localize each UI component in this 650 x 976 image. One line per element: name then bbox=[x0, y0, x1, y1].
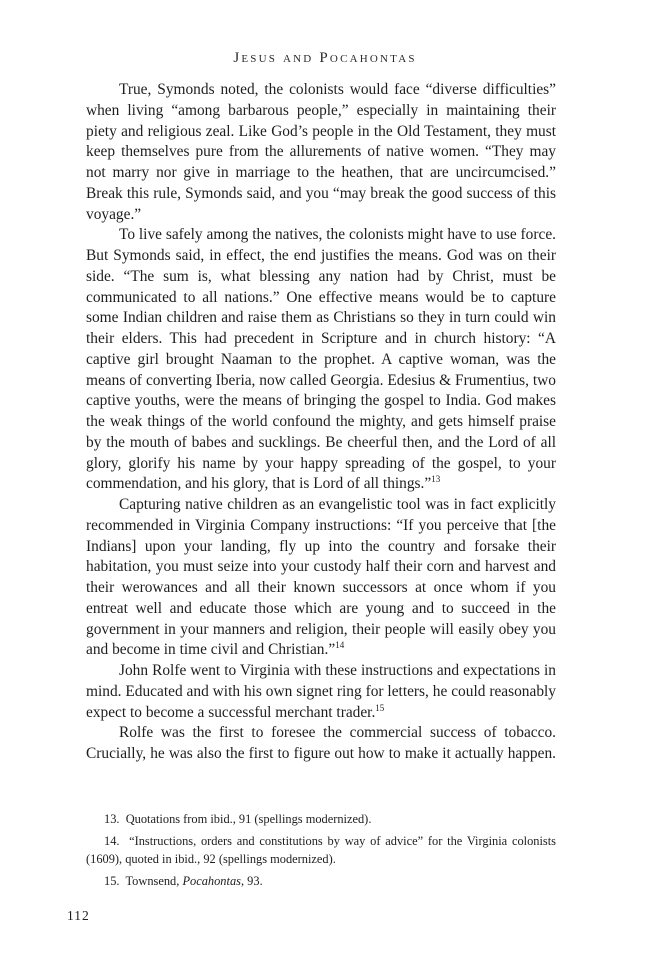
footnote-ref[interactable]: 14 bbox=[335, 640, 345, 651]
running-head: Jesus and Pocahontas bbox=[233, 50, 417, 66]
page-number: 112 bbox=[67, 908, 90, 923]
footnote-number: 15. bbox=[104, 873, 120, 888]
paragraph bbox=[86, 225, 556, 495]
paragraph-text: Capturing native children as an evangelistic tool was in fact explicitly recommended in Virginia Company instructions: “If you perceive that [the Indians] upon your landing, fly up into the country and forsake their habitation, you must seize into your custody half their corn and harvest and their werowances and all their known successors at once whom if you entreat well and educate those which are young and to succeed in the government in your manners and religion, their people will easily obey you and become in time civil and Christian.” bbox=[86, 496, 556, 659]
body-text bbox=[86, 80, 556, 765]
footnote-number: 14. bbox=[104, 833, 120, 848]
footnote bbox=[86, 872, 556, 891]
footnote-text: Quotations from ibid., 91 (spellings modernized). bbox=[125, 812, 372, 826]
paragraph-text: Rolfe was the first to foresee the commercial success of tobacco. Crucially, he was also the first to figure out how to make it actually happen. bbox=[86, 724, 556, 762]
footnote bbox=[86, 810, 556, 829]
paragraph-text: True, Symonds noted, the colonists would face “diverse difficulties” when living “among barbarous people,” especially in maintaining their piety and religious zeal. Like God’s people in the Old Testament, they must keep themselves pure from the allurements of native women. “They may not marry nor give in marriage to the heathen, that are uncircumcised.” Break this rule, Symonds said, and you “may break the good success of this voyage.” bbox=[86, 81, 556, 223]
footnote-italic-title: Pocahontas, bbox=[182, 873, 245, 888]
footnote-ref[interactable]: 15 bbox=[375, 702, 385, 713]
paragraph-text: To live safely among the natives, the colonists might have to use force. But Symonds said, in effect, the end justifies the means. God was on their side. “The sum is, what blessing any nation had by Christ, must be communicated to all nations.” One effective means would be to capture some Indian children and raise them as Christians so they in turn could win their elders. This had precedent in Scripture and in church history: “A captive girl brought Naaman to the prophet. A captive woman, was the means of converting Iberia, now called Georgia. Edesius & Frumentius, two captive youths, were the means of bringing the gospel to India. God makes the weak things of the world confound the mighty, and gets himself praise by the mouth of babes and sucklings. Be cheerful then, and the Lord of all glory, glorify his name by your happy spreading of the gospel, to your commendation, and his glory, that is Lord of all things.” bbox=[86, 226, 556, 493]
paragraph bbox=[86, 495, 556, 661]
footnote-text: “Instructions, orders and constitutions by way of advice” for the Virginia colonists (1609), quoted in ibid., 92 (spellings modernized). bbox=[86, 833, 557, 866]
footnote-ref[interactable]: 13 bbox=[431, 474, 441, 485]
paragraph-text: John Rolfe went to Virginia with these instructions and expectations in mind. Educated and with his own signet ring for letters, he could reasonably expect to become a successful merchant trader. bbox=[86, 662, 556, 721]
paragraph bbox=[86, 661, 556, 723]
paragraph bbox=[86, 723, 556, 765]
footnote-text: Townsend, bbox=[125, 873, 180, 888]
footnotes bbox=[86, 810, 556, 893]
footnote-page: 93. bbox=[247, 873, 263, 888]
footnote-number: 13. bbox=[104, 812, 120, 826]
footnote bbox=[86, 832, 556, 869]
paragraph bbox=[86, 80, 556, 225]
